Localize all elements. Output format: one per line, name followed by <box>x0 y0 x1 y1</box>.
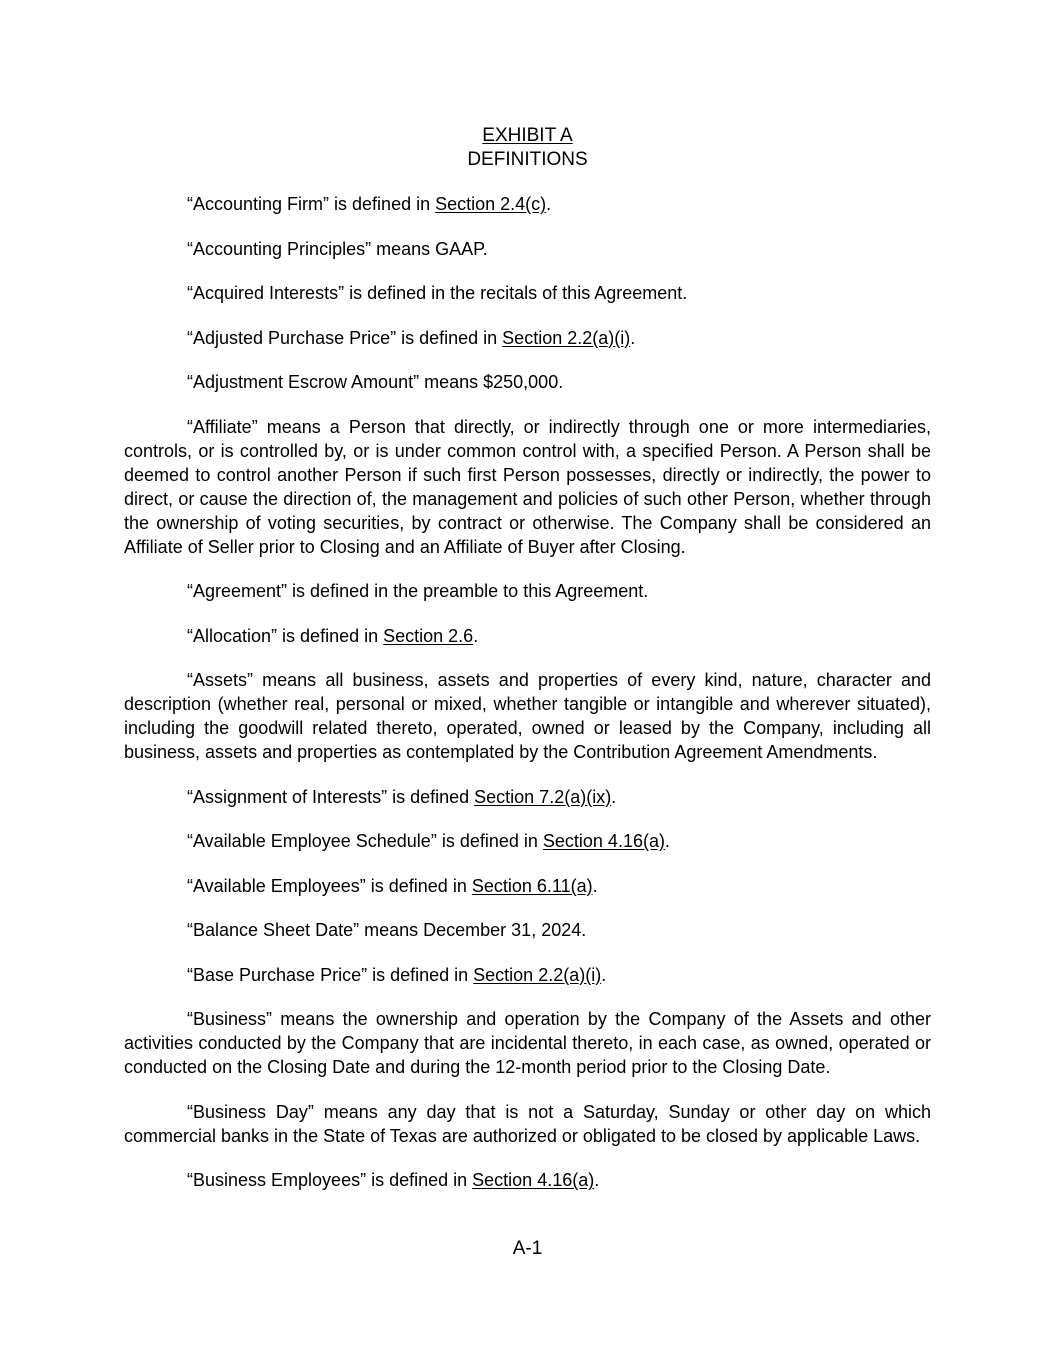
defined-term: “Assets” <box>187 670 254 690</box>
definition-affiliate <box>124 415 931 559</box>
definition-text: is defined in <box>366 1170 473 1190</box>
section-reference: Section 4.16(a) <box>472 1170 595 1190</box>
defined-term: “Business” <box>187 1009 273 1029</box>
definition-text: means December 31, 2024. <box>359 920 587 940</box>
definition-text: means a Person that directly, or indirectly through one or more intermediaries, controls, or is controlled by, or is under common control with, a specified Person. A Person shall be deemed to control another Person if such first Person possesses, directly or indirectly, the power to direct, or cause the direction of, the management and policies of such other Person, whether through the ownership of voting securities, by contract or otherwise. The Company shall be considered an Affiliate of Seller prior to Closing and an Affiliate of Buyer after Closing. <box>124 416 931 557</box>
definition-adjustment-escrow-amount <box>124 370 931 394</box>
defined-term: “Available Employee Schedule” <box>187 831 437 851</box>
definition-end: . <box>664 831 670 851</box>
defined-term: “Accounting Principles” <box>187 238 372 259</box>
defined-term: “Available Employees” <box>187 875 366 896</box>
defined-term: “Balance Sheet Date” <box>187 920 360 940</box>
definition-accounting-firm <box>124 192 931 216</box>
definition-text: is defined in the preamble to this Agreement. <box>287 581 649 601</box>
definition-assignment-of-interests <box>124 785 931 809</box>
definition-base-purchase-price <box>124 963 931 987</box>
definition-assets <box>124 668 931 764</box>
definition-end: . <box>630 327 636 348</box>
page-number: A-1 <box>512 1238 543 1259</box>
definition-text: means any day that is not a Saturday, Sunday or other day on which commercial banks in the State of Texas are authorized or obligated to be closed by applicable Laws. <box>124 1101 931 1146</box>
definition-end: . <box>592 875 598 896</box>
definition-end: . <box>546 194 552 214</box>
definition-accounting-principles <box>124 237 931 261</box>
defined-term: “Business Employees” <box>187 1170 367 1190</box>
definition-end: . <box>473 625 479 646</box>
definition-text: is defined in <box>367 964 474 985</box>
exhibit-title: EXHIBIT A <box>482 125 573 146</box>
defined-term: “Accounting Firm” <box>187 194 330 214</box>
defined-term: “Affiliate” <box>187 416 258 437</box>
definition-text: is defined in <box>396 327 503 348</box>
definition-available-employee-schedule <box>124 829 931 853</box>
defined-term: “Business Day” <box>187 1101 314 1122</box>
section-reference: Section 4.16(a) <box>542 831 665 851</box>
definition-text: is defined in the recitals of this Agreement. <box>344 283 688 303</box>
section-reference: Section 6.11(a) <box>471 875 593 896</box>
definition-text: is defined in <box>365 875 472 896</box>
definition-business <box>124 1007 931 1079</box>
defined-term: “Agreement” <box>187 581 288 601</box>
section-reference: Section 2.2(a)(i) <box>473 964 602 985</box>
definition-end: . <box>611 786 617 807</box>
defined-term: “Adjusted Purchase Price” <box>187 327 397 348</box>
section-reference: Section 2.6 <box>383 625 474 646</box>
defined-term: “Allocation” <box>187 625 278 646</box>
definition-business-employees <box>124 1168 931 1192</box>
definition-agreement <box>124 579 931 603</box>
definition-end: . <box>601 964 607 985</box>
definition-text: is defined in <box>277 625 384 646</box>
definition-end: . <box>594 1170 600 1190</box>
defined-term: “Adjustment Escrow Amount” <box>187 372 420 392</box>
definition-text: is defined in <box>329 194 436 214</box>
definition-allocation <box>124 624 931 648</box>
defined-term: “Base Purchase Price” <box>187 964 368 985</box>
defined-term: “Acquired Interests” <box>187 283 345 303</box>
section-reference: Section 2.4(c) <box>435 194 547 214</box>
definitions-list <box>124 192 931 1213</box>
definition-acquired-interests <box>124 281 931 305</box>
definition-text: means all business, assets and properties of every kind, nature, character and description (whether real, personal or mixed, whether tangible or intangible and wherever situated), including the goodwill related thereto, operated, owned or leased by the Company, including all business, assets and properties as contemplated by the Contribution Agreement Amendments. <box>124 670 931 762</box>
exhibit-subtitle: DEFINITIONS <box>467 149 588 170</box>
section-reference: Section 2.2(a)(i) <box>502 327 631 348</box>
section-reference: Section 7.2(a)(ix) <box>474 786 612 807</box>
defined-term: “Assignment of Interests” <box>187 786 388 807</box>
definition-adjusted-purchase-price <box>124 326 931 350</box>
definition-business-day <box>124 1100 931 1148</box>
definition-text: is defined in <box>436 831 543 851</box>
definition-text: means GAAP. <box>371 238 488 259</box>
definition-text: means the ownership and operation by the Company of the Assets and other activities conducted by the Company that are incidental thereto, in each case, as owned, operated or conducted on the Closing Date and during the 12-month period prior to the Closing Date. <box>124 1009 931 1077</box>
definition-available-employees <box>124 874 931 898</box>
definition-balance-sheet-date <box>124 918 931 942</box>
definition-text: is defined <box>387 786 475 807</box>
definition-text: means $250,000. <box>419 372 564 392</box>
